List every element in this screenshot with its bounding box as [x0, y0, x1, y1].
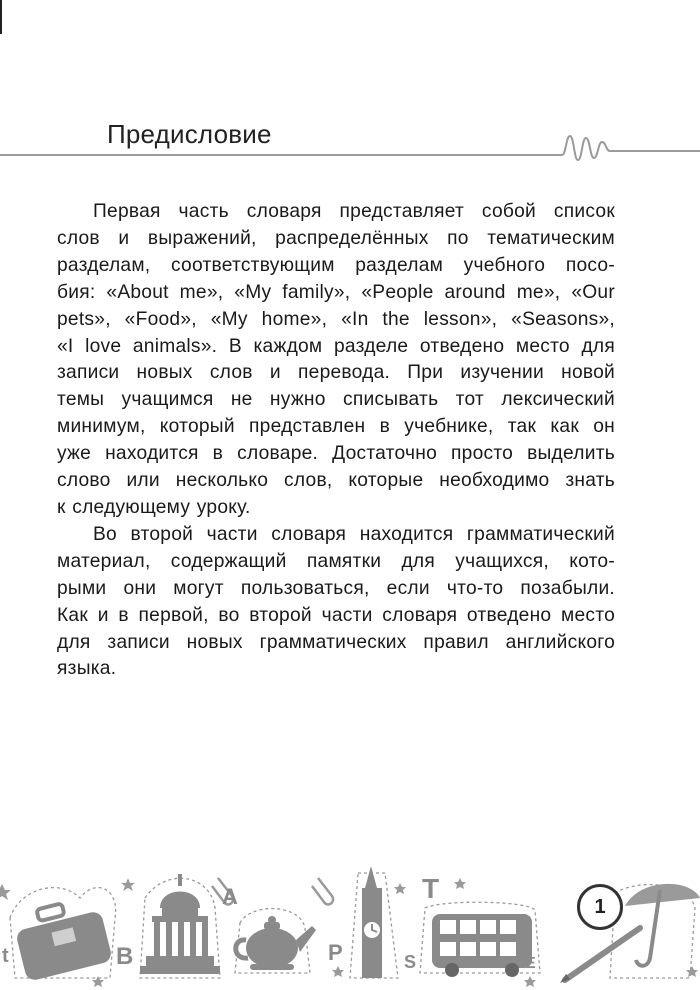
decor-letter: T [422, 873, 440, 904]
text-line: Первая часть словаря представляет собой список [93, 201, 615, 222]
text-line: материал, содержащий памятки для учащихся, кото- [57, 550, 615, 572]
text-line: рыми они могут пользоваться, если что-то позабыли. [57, 577, 615, 599]
text-line: минимум, который представлен в учебнике, так как он [57, 416, 615, 438]
paragraph-1 [57, 199, 615, 522]
paragraph-2 [57, 522, 615, 683]
text-line: записи новых слов и перевода. При изучении новой [57, 362, 615, 384]
text-line: темы учащимся не нужно списывать тот лексический [57, 389, 615, 411]
corner-crop-mark [0, 0, 2, 34]
text-line: языка. [57, 658, 117, 680]
text-line: pets», «Food», «My home», «In the lesson», «Seasons», [57, 308, 615, 330]
text-line: Во второй части словаря находится грамматический [93, 523, 615, 545]
decor-letter: B [116, 943, 134, 970]
preface-text [57, 199, 615, 683]
text-line: уже находится в словаре. Достаточно просто выделить [57, 443, 615, 465]
text-line: Как и в первой, во второй части словаря отведено место [57, 604, 615, 626]
decor-letter: t [2, 945, 9, 967]
decor-letter: S [404, 952, 417, 972]
title-underline-wave [0, 128, 700, 168]
decor-letter: P [328, 940, 343, 965]
decor-letter: E [525, 955, 536, 972]
big-ben-icon [362, 866, 382, 978]
text-line: разделам, соответствующим разделам учебного посо- [57, 254, 615, 276]
umbrella-icon [625, 884, 700, 966]
text-line: для записи новых грамматических правил английского [57, 631, 615, 653]
capitol-building-icon [140, 874, 220, 974]
pencil-icon [560, 928, 640, 983]
decor-letter: A [222, 884, 238, 909]
text-line: «I love animals». В каждом разделе отведено место для [57, 335, 615, 357]
text-line: к следующему уроку. [57, 496, 251, 518]
page-number: 1 [577, 884, 623, 930]
bus-icon [432, 914, 532, 977]
text-line: бия: «About me», «My family», «People around me», «Our [57, 281, 615, 303]
text-line: слово или несколько слов, которые необходимо знать [57, 470, 615, 492]
page-title: Предисловие [107, 119, 272, 149]
suitcase-icon [15, 903, 113, 982]
text-line: слов и выражений, распределённых по тематическим [57, 227, 615, 249]
